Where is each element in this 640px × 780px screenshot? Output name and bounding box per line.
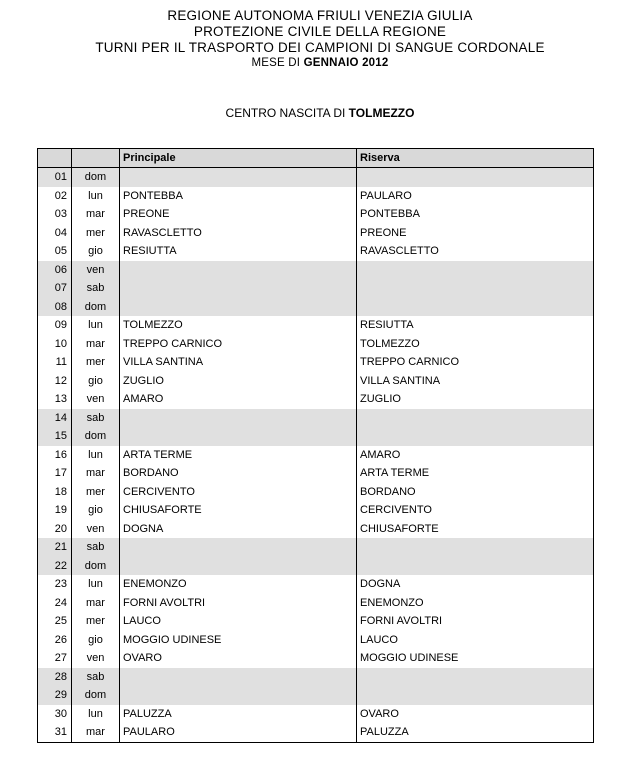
table-row bbox=[38, 409, 594, 428]
row-riserva bbox=[357, 557, 594, 576]
row-day: 12 bbox=[38, 372, 72, 391]
row-day: 30 bbox=[38, 705, 72, 724]
row-weekday: sab bbox=[72, 668, 120, 687]
row-weekday: dom bbox=[72, 168, 120, 187]
row-day: 25 bbox=[38, 612, 72, 631]
row-day: 16 bbox=[38, 446, 72, 465]
row-principale: AMARO bbox=[120, 390, 357, 409]
table-row bbox=[38, 464, 594, 483]
row-riserva bbox=[357, 168, 594, 187]
row-riserva: MOGGIO UDINESE bbox=[357, 649, 594, 668]
row-day: 05 bbox=[38, 242, 72, 261]
row-weekday: ven bbox=[72, 520, 120, 539]
row-weekday: mar bbox=[72, 205, 120, 224]
table-header-row bbox=[38, 149, 594, 168]
row-day: 22 bbox=[38, 557, 72, 576]
row-weekday: mer bbox=[72, 353, 120, 372]
table-row bbox=[38, 501, 594, 520]
row-principale: LAUCO bbox=[120, 612, 357, 631]
row-riserva: PAULARO bbox=[357, 187, 594, 206]
birth-center-heading bbox=[0, 106, 640, 120]
shift-table bbox=[37, 148, 594, 743]
row-riserva: ENEMONZO bbox=[357, 594, 594, 613]
row-principale: OVARO bbox=[120, 649, 357, 668]
row-weekday: lun bbox=[72, 187, 120, 206]
row-weekday: sab bbox=[72, 279, 120, 298]
row-weekday: gio bbox=[72, 372, 120, 391]
row-weekday: mer bbox=[72, 483, 120, 502]
row-riserva: TOLMEZZO bbox=[357, 335, 594, 354]
row-riserva bbox=[357, 409, 594, 428]
row-day: 17 bbox=[38, 464, 72, 483]
row-riserva: CERCIVENTO bbox=[357, 501, 594, 520]
row-principale: TOLMEZZO bbox=[120, 316, 357, 335]
table-row bbox=[38, 594, 594, 613]
table-row bbox=[38, 187, 594, 206]
row-principale: PREONE bbox=[120, 205, 357, 224]
row-principale: DOGNA bbox=[120, 520, 357, 539]
row-riserva: CHIUSAFORTE bbox=[357, 520, 594, 539]
row-riserva: BORDANO bbox=[357, 483, 594, 502]
row-weekday: ven bbox=[72, 649, 120, 668]
table-row bbox=[38, 316, 594, 335]
row-principale bbox=[120, 409, 357, 428]
row-day: 23 bbox=[38, 575, 72, 594]
table-row bbox=[38, 612, 594, 631]
birth-center-prefix: CENTRO NASCITA DI bbox=[225, 106, 349, 120]
table-row bbox=[38, 538, 594, 557]
row-principale: FORNI AVOLTRI bbox=[120, 594, 357, 613]
row-day: 08 bbox=[38, 298, 72, 317]
row-day: 18 bbox=[38, 483, 72, 502]
table-row bbox=[38, 446, 594, 465]
row-day: 06 bbox=[38, 261, 72, 280]
row-riserva: PONTEBBA bbox=[357, 205, 594, 224]
table-row bbox=[38, 390, 594, 409]
row-weekday: ven bbox=[72, 390, 120, 409]
row-principale bbox=[120, 279, 357, 298]
row-weekday: gio bbox=[72, 242, 120, 261]
row-riserva: LAUCO bbox=[357, 631, 594, 650]
row-weekday: mer bbox=[72, 612, 120, 631]
row-principale bbox=[120, 261, 357, 280]
row-riserva bbox=[357, 279, 594, 298]
table-row bbox=[38, 631, 594, 650]
table-row bbox=[38, 242, 594, 261]
row-weekday: mar bbox=[72, 594, 120, 613]
row-principale: ZUGLIO bbox=[120, 372, 357, 391]
table-row bbox=[38, 427, 594, 446]
row-riserva bbox=[357, 686, 594, 705]
row-principale: PONTEBBA bbox=[120, 187, 357, 206]
row-principale bbox=[120, 557, 357, 576]
header-day bbox=[38, 149, 72, 168]
row-day: 29 bbox=[38, 686, 72, 705]
table-row bbox=[38, 520, 594, 539]
birth-center-name: TOLMEZZO bbox=[348, 106, 415, 120]
row-riserva: RESIUTTA bbox=[357, 316, 594, 335]
row-principale: PALUZZA bbox=[120, 705, 357, 724]
document-header bbox=[0, 8, 640, 70]
row-principale: ENEMONZO bbox=[120, 575, 357, 594]
row-day: 04 bbox=[38, 224, 72, 243]
header-riserva: Riserva bbox=[357, 149, 594, 168]
table-row bbox=[38, 705, 594, 724]
row-riserva: VILLA SANTINA bbox=[357, 372, 594, 391]
row-principale: CHIUSAFORTE bbox=[120, 501, 357, 520]
row-principale: VILLA SANTINA bbox=[120, 353, 357, 372]
table-row bbox=[38, 723, 594, 742]
row-day: 21 bbox=[38, 538, 72, 557]
row-weekday: lun bbox=[72, 705, 120, 724]
table-row bbox=[38, 372, 594, 391]
row-weekday: mar bbox=[72, 335, 120, 354]
table-row bbox=[38, 557, 594, 576]
table-row bbox=[38, 224, 594, 243]
month-value: GENNAIO 2012 bbox=[303, 57, 389, 69]
row-riserva: AMARO bbox=[357, 446, 594, 465]
table-row bbox=[38, 575, 594, 594]
row-riserva: DOGNA bbox=[357, 575, 594, 594]
row-weekday: lun bbox=[72, 316, 120, 335]
row-weekday: gio bbox=[72, 631, 120, 650]
row-principale bbox=[120, 427, 357, 446]
row-day: 31 bbox=[38, 723, 72, 742]
row-day: 28 bbox=[38, 668, 72, 687]
row-day: 15 bbox=[38, 427, 72, 446]
row-principale: BORDANO bbox=[120, 464, 357, 483]
row-weekday: lun bbox=[72, 446, 120, 465]
row-weekday: mar bbox=[72, 723, 120, 742]
region-title: REGIONE AUTONOMA FRIULI VENEZIA GIULIA bbox=[167, 8, 473, 23]
row-day: 11 bbox=[38, 353, 72, 372]
table-row bbox=[38, 353, 594, 372]
row-principale bbox=[120, 298, 357, 317]
table-row bbox=[38, 168, 594, 187]
row-principale: ARTA TERME bbox=[120, 446, 357, 465]
document-title: TURNI PER IL TRASPORTO DEI CAMPIONI DI SANGUE CORDONALE bbox=[95, 40, 545, 55]
row-riserva: ZUGLIO bbox=[357, 390, 594, 409]
row-weekday: dom bbox=[72, 686, 120, 705]
row-riserva bbox=[357, 668, 594, 687]
row-day: 10 bbox=[38, 335, 72, 354]
row-riserva: OVARO bbox=[357, 705, 594, 724]
row-principale bbox=[120, 668, 357, 687]
row-principale bbox=[120, 168, 357, 187]
row-day: 01 bbox=[38, 168, 72, 187]
row-principale: MOGGIO UDINESE bbox=[120, 631, 357, 650]
row-riserva bbox=[357, 298, 594, 317]
row-riserva bbox=[357, 538, 594, 557]
row-riserva: ARTA TERME bbox=[357, 464, 594, 483]
row-weekday: mar bbox=[72, 464, 120, 483]
row-principale bbox=[120, 538, 357, 557]
row-weekday: ven bbox=[72, 261, 120, 280]
row-riserva bbox=[357, 427, 594, 446]
row-principale: PAULARO bbox=[120, 723, 357, 742]
row-weekday: mer bbox=[72, 224, 120, 243]
row-day: 26 bbox=[38, 631, 72, 650]
row-principale: RAVASCLETTO bbox=[120, 224, 357, 243]
row-day: 02 bbox=[38, 187, 72, 206]
table-row bbox=[38, 668, 594, 687]
table-row bbox=[38, 279, 594, 298]
row-weekday: sab bbox=[72, 409, 120, 428]
row-principale: TREPPO CARNICO bbox=[120, 335, 357, 354]
row-principale bbox=[120, 686, 357, 705]
row-weekday: dom bbox=[72, 557, 120, 576]
row-riserva: FORNI AVOLTRI bbox=[357, 612, 594, 631]
row-principale: CERCIVENTO bbox=[120, 483, 357, 502]
row-day: 07 bbox=[38, 279, 72, 298]
row-day: 27 bbox=[38, 649, 72, 668]
row-day: 20 bbox=[38, 520, 72, 539]
table-row bbox=[38, 686, 594, 705]
header-weekday bbox=[72, 149, 120, 168]
row-riserva: TREPPO CARNICO bbox=[357, 353, 594, 372]
table-row bbox=[38, 261, 594, 280]
row-riserva bbox=[357, 261, 594, 280]
row-principale: RESIUTTA bbox=[120, 242, 357, 261]
row-day: 09 bbox=[38, 316, 72, 335]
row-weekday: gio bbox=[72, 501, 120, 520]
table-row bbox=[38, 298, 594, 317]
row-weekday: sab bbox=[72, 538, 120, 557]
row-weekday: dom bbox=[72, 298, 120, 317]
table-row bbox=[38, 335, 594, 354]
row-riserva: PREONE bbox=[357, 224, 594, 243]
row-day: 03 bbox=[38, 205, 72, 224]
month-line bbox=[0, 56, 640, 70]
row-day: 24 bbox=[38, 594, 72, 613]
row-weekday: dom bbox=[72, 427, 120, 446]
row-riserva: PALUZZA bbox=[357, 723, 594, 742]
header-principale: Principale bbox=[120, 149, 357, 168]
table-row bbox=[38, 483, 594, 502]
department-title: PROTEZIONE CIVILE DELLA REGIONE bbox=[193, 24, 447, 39]
table-row bbox=[38, 649, 594, 668]
row-day: 14 bbox=[38, 409, 72, 428]
row-riserva: RAVASCLETTO bbox=[357, 242, 594, 261]
row-day: 13 bbox=[38, 390, 72, 409]
month-prefix: MESE DI bbox=[251, 57, 304, 69]
row-day: 19 bbox=[38, 501, 72, 520]
row-weekday: lun bbox=[72, 575, 120, 594]
table-row bbox=[38, 205, 594, 224]
